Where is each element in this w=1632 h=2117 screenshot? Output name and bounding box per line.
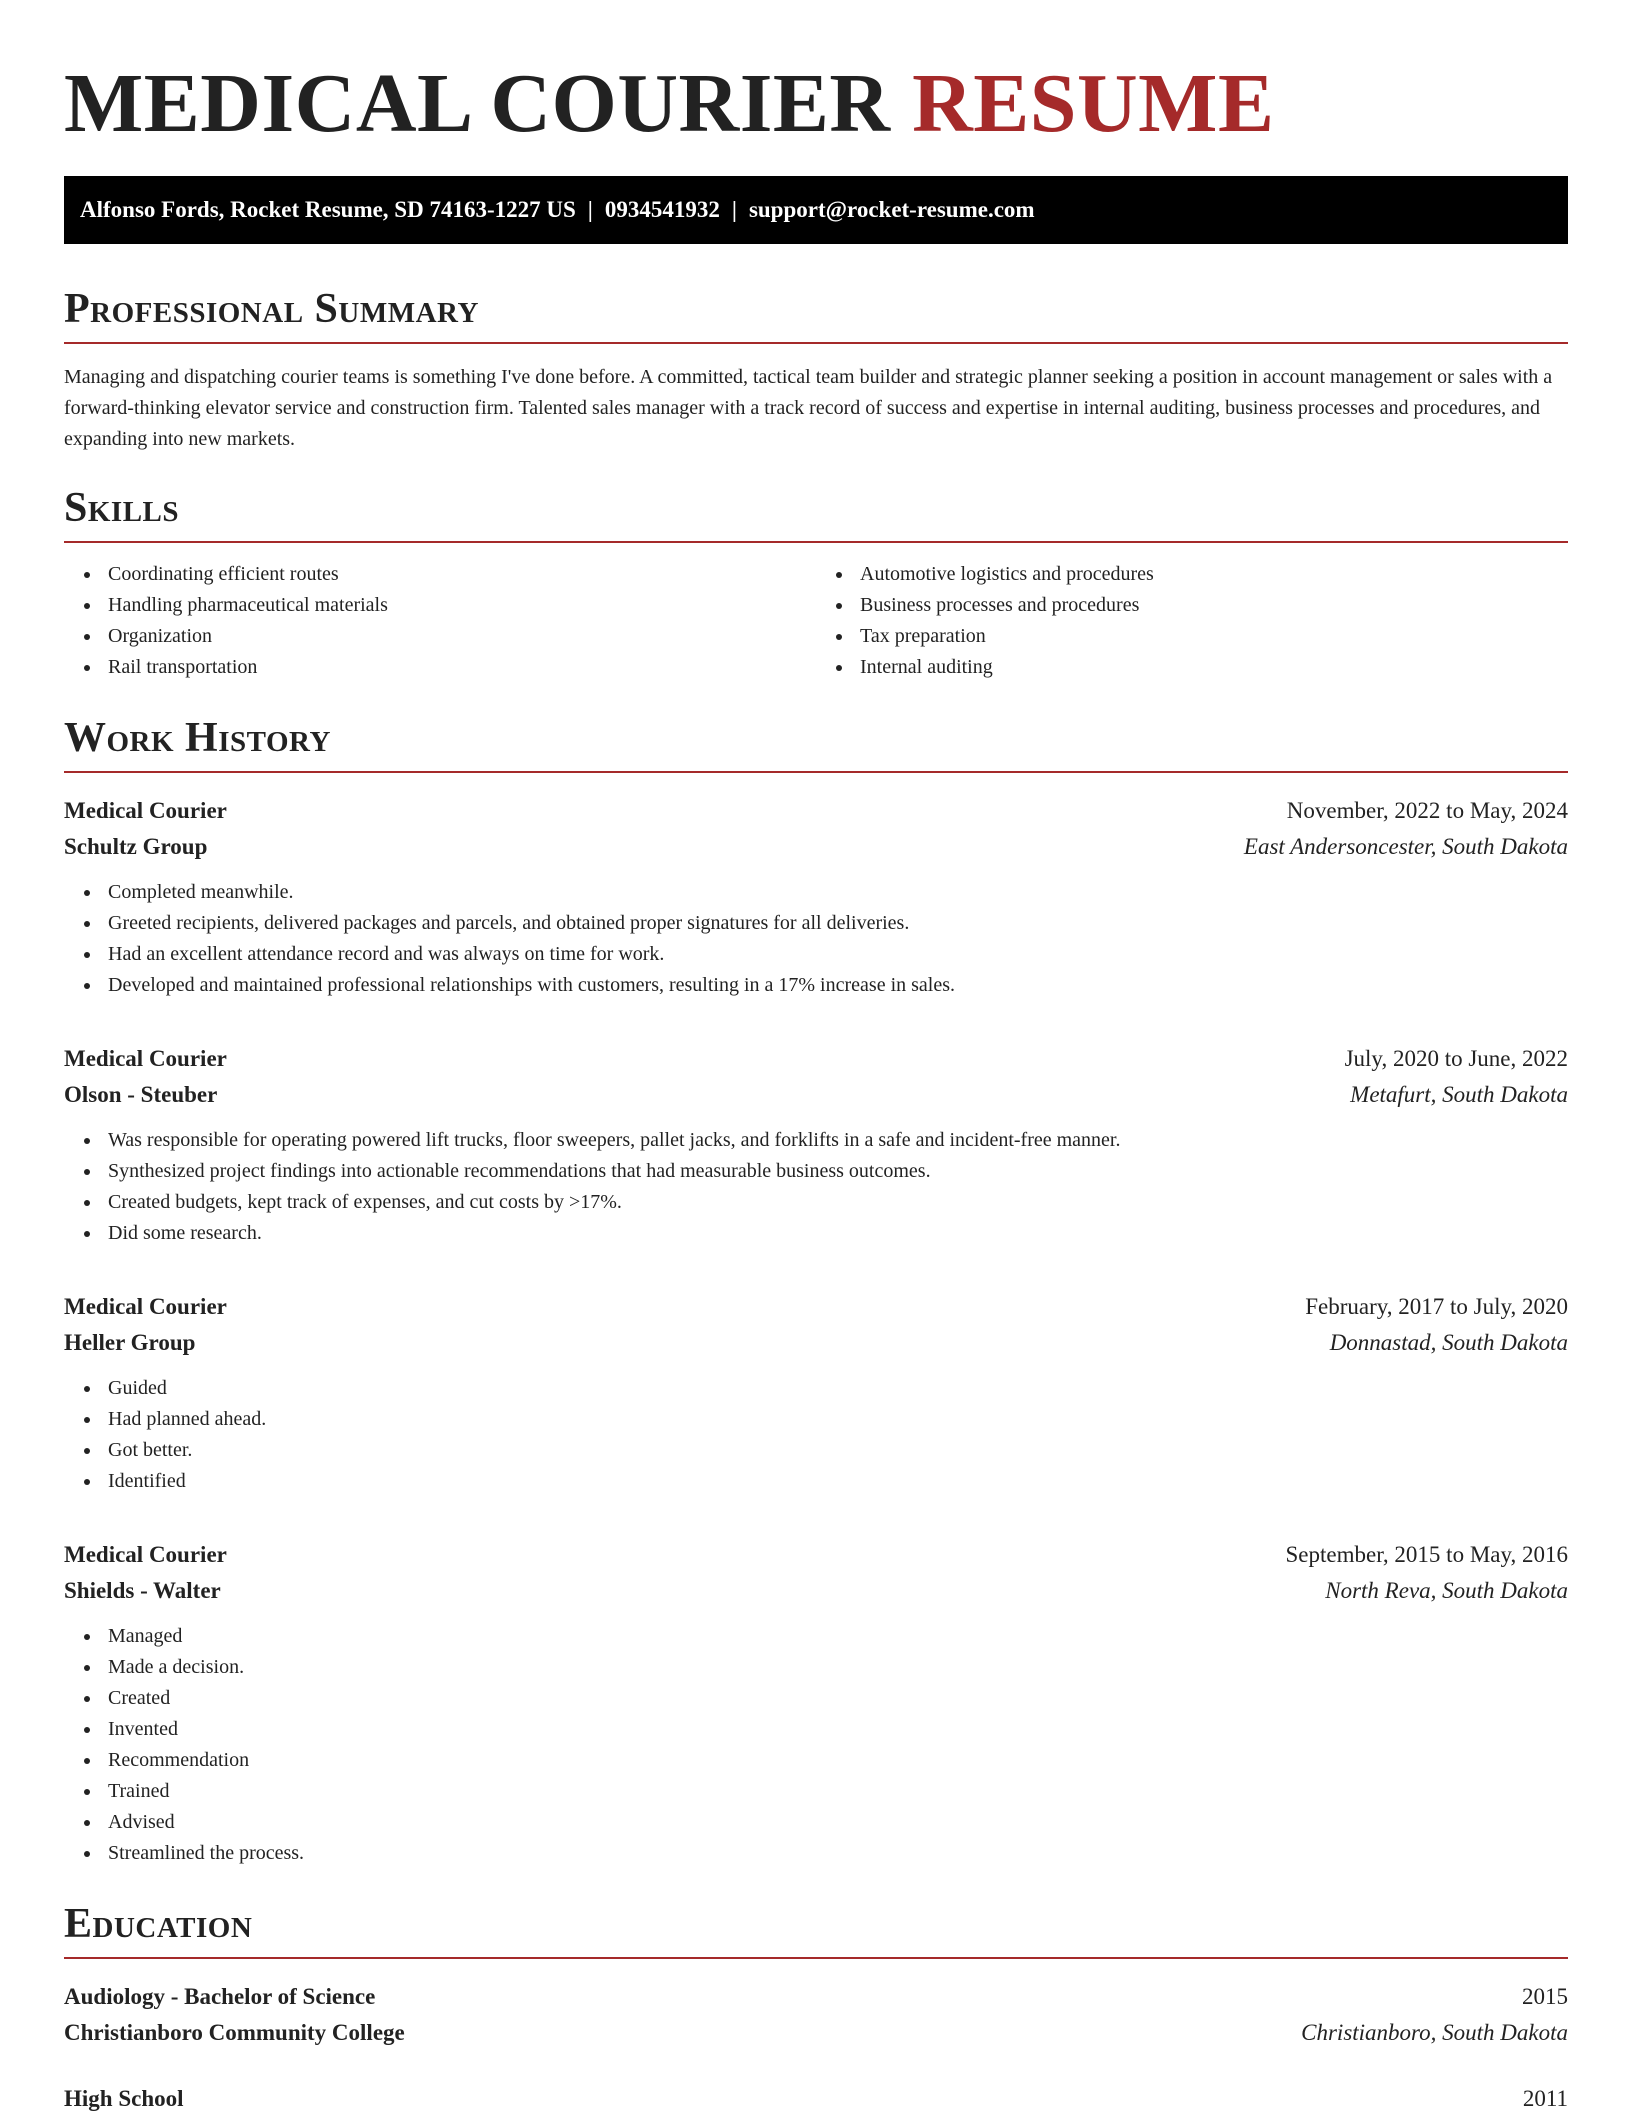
job-bullet: Did some research. bbox=[108, 1218, 1568, 1249]
job-bullet: Invented bbox=[108, 1714, 1568, 1745]
job-dates: February, 2017 to July, 2020 bbox=[1305, 1294, 1568, 1319]
job-company: Heller Group bbox=[64, 1330, 196, 1355]
job-bullet: Streamlined the process. bbox=[108, 1838, 1568, 1869]
resume-title bbox=[64, 54, 1568, 154]
skills-grid bbox=[64, 559, 1568, 683]
job-title-row bbox=[64, 1537, 1568, 1573]
skill-item: Tax preparation bbox=[860, 621, 1568, 652]
education-entry bbox=[64, 1979, 1568, 2051]
work-history-heading: Work History bbox=[64, 713, 1568, 773]
resume-page bbox=[64, 0, 1568, 2117]
job-title: Medical Courier bbox=[64, 798, 227, 823]
education-year: 2011 bbox=[1522, 2086, 1568, 2111]
skills-section bbox=[64, 483, 1568, 683]
skill-item: Organization bbox=[108, 621, 816, 652]
skill-item: Handling pharmaceutical materials bbox=[108, 590, 816, 621]
job-bullet: Completed meanwhile. bbox=[108, 877, 1568, 908]
job-title: Medical Courier bbox=[64, 1542, 227, 1567]
title-accent: RESUME bbox=[912, 57, 1275, 150]
job-company: Shields - Walter bbox=[64, 1578, 221, 1603]
contact-separator: | bbox=[587, 197, 593, 222]
job-bullet: Trained bbox=[108, 1776, 1568, 1807]
contact-separator: | bbox=[731, 197, 737, 222]
job-bullet: Managed bbox=[108, 1621, 1568, 1652]
skill-item: Rail transportation bbox=[108, 652, 816, 683]
job-dates: September, 2015 to May, 2016 bbox=[1285, 1542, 1568, 1567]
job-location: North Reva, South Dakota bbox=[1325, 1578, 1568, 1603]
job-entry bbox=[64, 793, 1568, 1001]
education-section bbox=[64, 1899, 1568, 2117]
contact-email: support@rocket-resume.com bbox=[748, 197, 1035, 222]
skill-item: Internal auditing bbox=[860, 652, 1568, 683]
job-bullet: Developed and maintained professional relationships with customers, resulting in a 17% increase in sales. bbox=[108, 970, 1568, 1001]
job-dates: November, 2022 to May, 2024 bbox=[1286, 798, 1568, 823]
school-row bbox=[64, 2015, 1568, 2051]
job-bullet: Created bbox=[108, 1683, 1568, 1714]
job-bullet: Recommendation bbox=[108, 1745, 1568, 1776]
job-title-row bbox=[64, 1041, 1568, 1077]
job-entry bbox=[64, 1041, 1568, 1249]
job-bullet: Was responsible for operating powered lift trucks, floor sweepers, pallet jacks, and forklifts in a safe and incident-free manner. bbox=[108, 1125, 1568, 1156]
school: Christianboro Community College bbox=[64, 2020, 405, 2045]
contact-address: Alfonso Fords, Rocket Resume, SD 74163-1227 US bbox=[80, 197, 576, 222]
job-company-row bbox=[64, 1077, 1568, 1113]
education-heading: Education bbox=[64, 1899, 1568, 1959]
job-bullets bbox=[64, 1125, 1568, 1249]
summary-section bbox=[64, 284, 1568, 455]
job-company-row bbox=[64, 829, 1568, 865]
job-location: East Andersoncester, South Dakota bbox=[1243, 834, 1568, 859]
skill-item: Automotive logistics and procedures bbox=[860, 559, 1568, 590]
job-bullet: Advised bbox=[108, 1807, 1568, 1838]
job-bullet: Had an excellent attendance record and was always on time for work. bbox=[108, 939, 1568, 970]
job-bullet: Had planned ahead. bbox=[108, 1404, 1568, 1435]
job-bullet: Identified bbox=[108, 1466, 1568, 1497]
contact-bar bbox=[64, 176, 1568, 244]
job-company-row bbox=[64, 1573, 1568, 1609]
job-entry bbox=[64, 1289, 1568, 1497]
job-bullet: Synthesized project findings into actionable recommendations that had measurable business outcomes. bbox=[108, 1156, 1568, 1187]
job-bullet: Guided bbox=[108, 1373, 1568, 1404]
job-location: Metafurt, South Dakota bbox=[1350, 1082, 1568, 1107]
contact-phone: 0934541932 bbox=[604, 197, 720, 222]
job-title: Medical Courier bbox=[64, 1046, 227, 1071]
work-history-section bbox=[64, 713, 1568, 1869]
summary-heading: Professional Summary bbox=[64, 284, 1568, 344]
job-dates: July, 2020 to June, 2022 bbox=[1344, 1046, 1568, 1071]
job-entry bbox=[64, 1537, 1568, 1869]
skill-item: Business processes and procedures bbox=[860, 590, 1568, 621]
title-main: MEDICAL COURIER bbox=[64, 57, 891, 150]
job-company: Schultz Group bbox=[64, 834, 208, 859]
job-company-row bbox=[64, 1325, 1568, 1361]
education-year: 2015 bbox=[1522, 1984, 1568, 2009]
job-title-row bbox=[64, 1289, 1568, 1325]
skills-list-right bbox=[816, 559, 1568, 683]
school-location: Christianboro, South Dakota bbox=[1301, 2020, 1568, 2045]
summary-text: Managing and dispatching courier teams is something I've done before. A committed, tactical team builder and strategic planner seeking a position in account management or sales with a forward-thinking elevator service and construction firm. Talented sales manager with a track record of success and expertise in internal auditing, business processes and procedures, and expanding into new markets. bbox=[64, 366, 1553, 450]
job-title: Medical Courier bbox=[64, 1294, 227, 1319]
job-bullets bbox=[64, 877, 1568, 1001]
job-bullet: Greeted recipients, delivered packages and parcels, and obtained proper signatures for all deliveries. bbox=[108, 908, 1568, 939]
job-bullet: Made a decision. bbox=[108, 1652, 1568, 1683]
job-bullets bbox=[64, 1373, 1568, 1497]
degree: High School bbox=[64, 2086, 184, 2111]
job-company: Olson - Steuber bbox=[64, 1082, 218, 1107]
degree: Audiology - Bachelor of Science bbox=[64, 1984, 376, 2009]
degree-row bbox=[64, 1979, 1568, 2015]
skills-list-left bbox=[64, 559, 816, 683]
job-title-row bbox=[64, 793, 1568, 829]
skill-item: Coordinating efficient routes bbox=[108, 559, 816, 590]
job-location: Donnastad, South Dakota bbox=[1329, 1330, 1568, 1355]
job-bullet: Created budgets, kept track of expenses, and cut costs by >17%. bbox=[108, 1187, 1568, 1218]
job-bullets bbox=[64, 1621, 1568, 1869]
skills-heading: Skills bbox=[64, 483, 1568, 543]
job-bullet: Got better. bbox=[108, 1435, 1568, 1466]
